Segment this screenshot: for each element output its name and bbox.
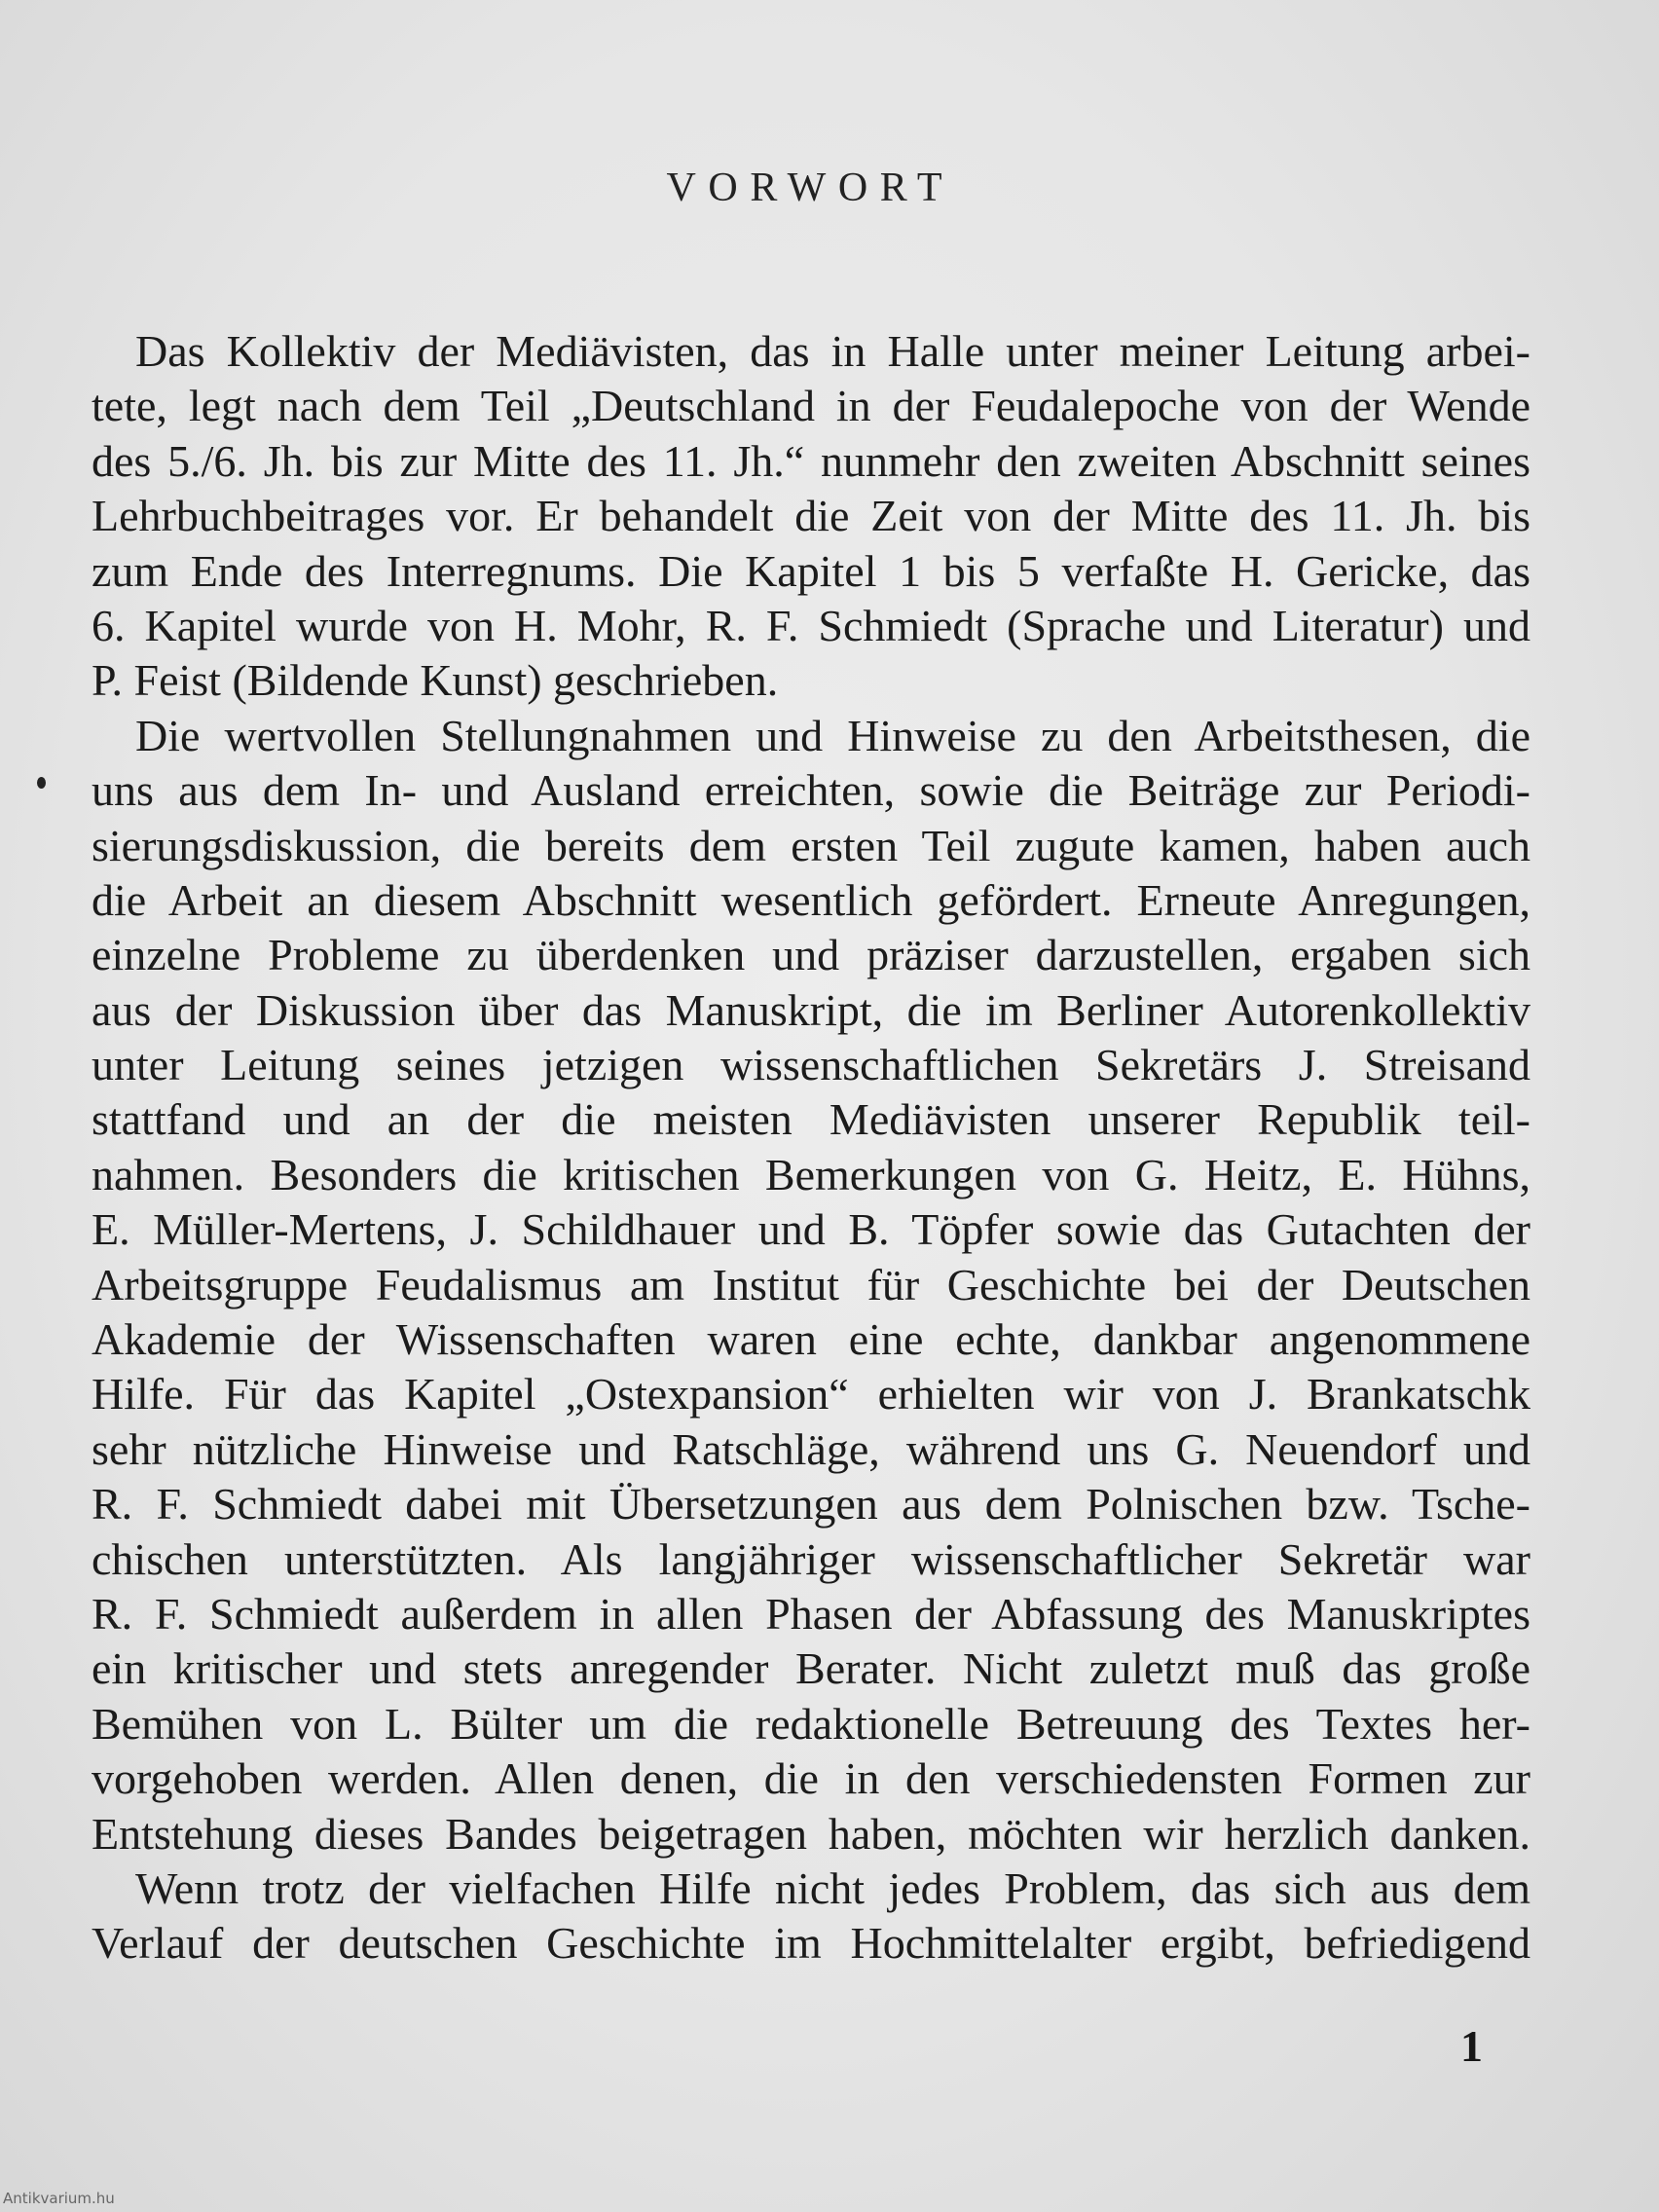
- text-line: Arbeitsgruppe Feudalismus am Institut für Geschichte bei der Deutschen: [92, 1259, 1530, 1309]
- text-line: Lehrbuchbeitrages vor. Er behandelt die Zeit von der Mitte des 11. Jh. bis: [92, 491, 1530, 541]
- text-line: nahmen. Besonders die kritischen Bemerkungen von G. Heitz, E. Hühns,: [92, 1149, 1530, 1199]
- text-line: aus der Diskussion über das Manuskript, die im Berliner Autorenkollektiv: [92, 984, 1530, 1035]
- text-line: Die wertvollen Stellungnahmen und Hinweise zu den Arbeitsthesen, die: [135, 710, 1530, 760]
- text-line: vorgehoben werden. Allen denen, die in den verschiedensten Formen zur: [92, 1753, 1530, 1804]
- text-line: E. Müller-Mertens, J. Schildhauer und B. Töpfer sowie das Gutachten der: [92, 1204, 1530, 1255]
- text-line: die Arbeit an diesem Abschnitt wesentlich gefördert. Erneute Anregungen,: [92, 874, 1530, 925]
- text-line: unter Leitung seines jetzigen wissenschaftlichen Sekretärs J. Streisand: [92, 1040, 1530, 1090]
- text-line: Hilfe. Für das Kapitel „Ostexpansion“ erhielten wir von J. Brankatschk: [92, 1369, 1530, 1419]
- text-line: 6. Kapitel wurde von H. Mohr, R. F. Schmiedt (Sprache und Literatur) und: [92, 600, 1530, 650]
- scan-mark: [37, 777, 46, 789]
- text-line: des 5./6. Jh. bis zur Mitte des 11. Jh.“ nunmehr den zweiten Abschnitt seines: [92, 435, 1530, 486]
- body-text: [92, 324, 1530, 1972]
- text-line: sierungsdiskussion, die bereits dem ersten Teil zugute kamen, haben auch: [92, 820, 1530, 870]
- text-line: sehr nützliche Hinweise und Ratschläge, während uns G. Neuendorf und: [92, 1423, 1530, 1474]
- text-line: Akademie der Wissenschaften waren eine echte, dankbar angenommene: [92, 1314, 1530, 1365]
- text-line: R. F. Schmiedt dabei mit Übersetzungen aus dem Polnischen bzw. Tsche-: [92, 1479, 1530, 1530]
- page-number: 1: [1460, 2021, 1483, 2071]
- text-line: Wenn trotz der vielfachen Hilfe nicht jedes Problem, das sich aus dem: [135, 1862, 1530, 1913]
- watermark: Antikvarium.hu: [3, 2190, 115, 2207]
- text-line: Verlauf der deutschen Geschichte im Hochmittelalter ergibt, befriedigend: [92, 1918, 1530, 1969]
- paragraph: [92, 1862, 1530, 1972]
- paragraph: [92, 324, 1530, 709]
- text-line: P. Feist (Bildende Kunst) geschrieben.: [92, 655, 779, 706]
- page-title: VORWORT: [666, 166, 955, 210]
- text-line: stattfand und an der die meisten Mediävisten unserer Republik teil-: [92, 1094, 1530, 1145]
- text-line: R. F. Schmiedt außerdem in allen Phasen der Abfassung des Manuskriptes: [92, 1588, 1530, 1639]
- text-line: Entstehung dieses Bandes beigetragen haben, möchten wir herzlich danken.: [92, 1808, 1530, 1859]
- text-line: tete, legt nach dem Teil „Deutschland in der Feudalepoche von der Wende: [92, 381, 1530, 431]
- text-line: Bemühen von L. Bülter um die redaktionelle Betreuung des Textes her-: [92, 1698, 1530, 1749]
- text-line: ein kritischer und stets anregender Berater. Nicht zuletzt muß das große: [92, 1643, 1530, 1694]
- text-line: einzelne Probleme zu überdenken und präziser darzustellen, ergaben sich: [92, 930, 1530, 980]
- text-line: zum Ende des Interregnums. Die Kapitel 1 bis 5 verfaßte H. Gericke, das: [92, 545, 1530, 596]
- text-line: Das Kollektiv der Mediävisten, das in Halle unter meiner Leitung arbei-: [135, 326, 1530, 376]
- paragraph: [92, 709, 1530, 1862]
- text-line: uns aus dem In- und Ausland erreichten, sowie die Beiträge zur Periodi-: [92, 765, 1530, 816]
- text-line: chischen unterstützten. Als langjähriger wissenschaftlicher Sekretär war: [92, 1533, 1530, 1584]
